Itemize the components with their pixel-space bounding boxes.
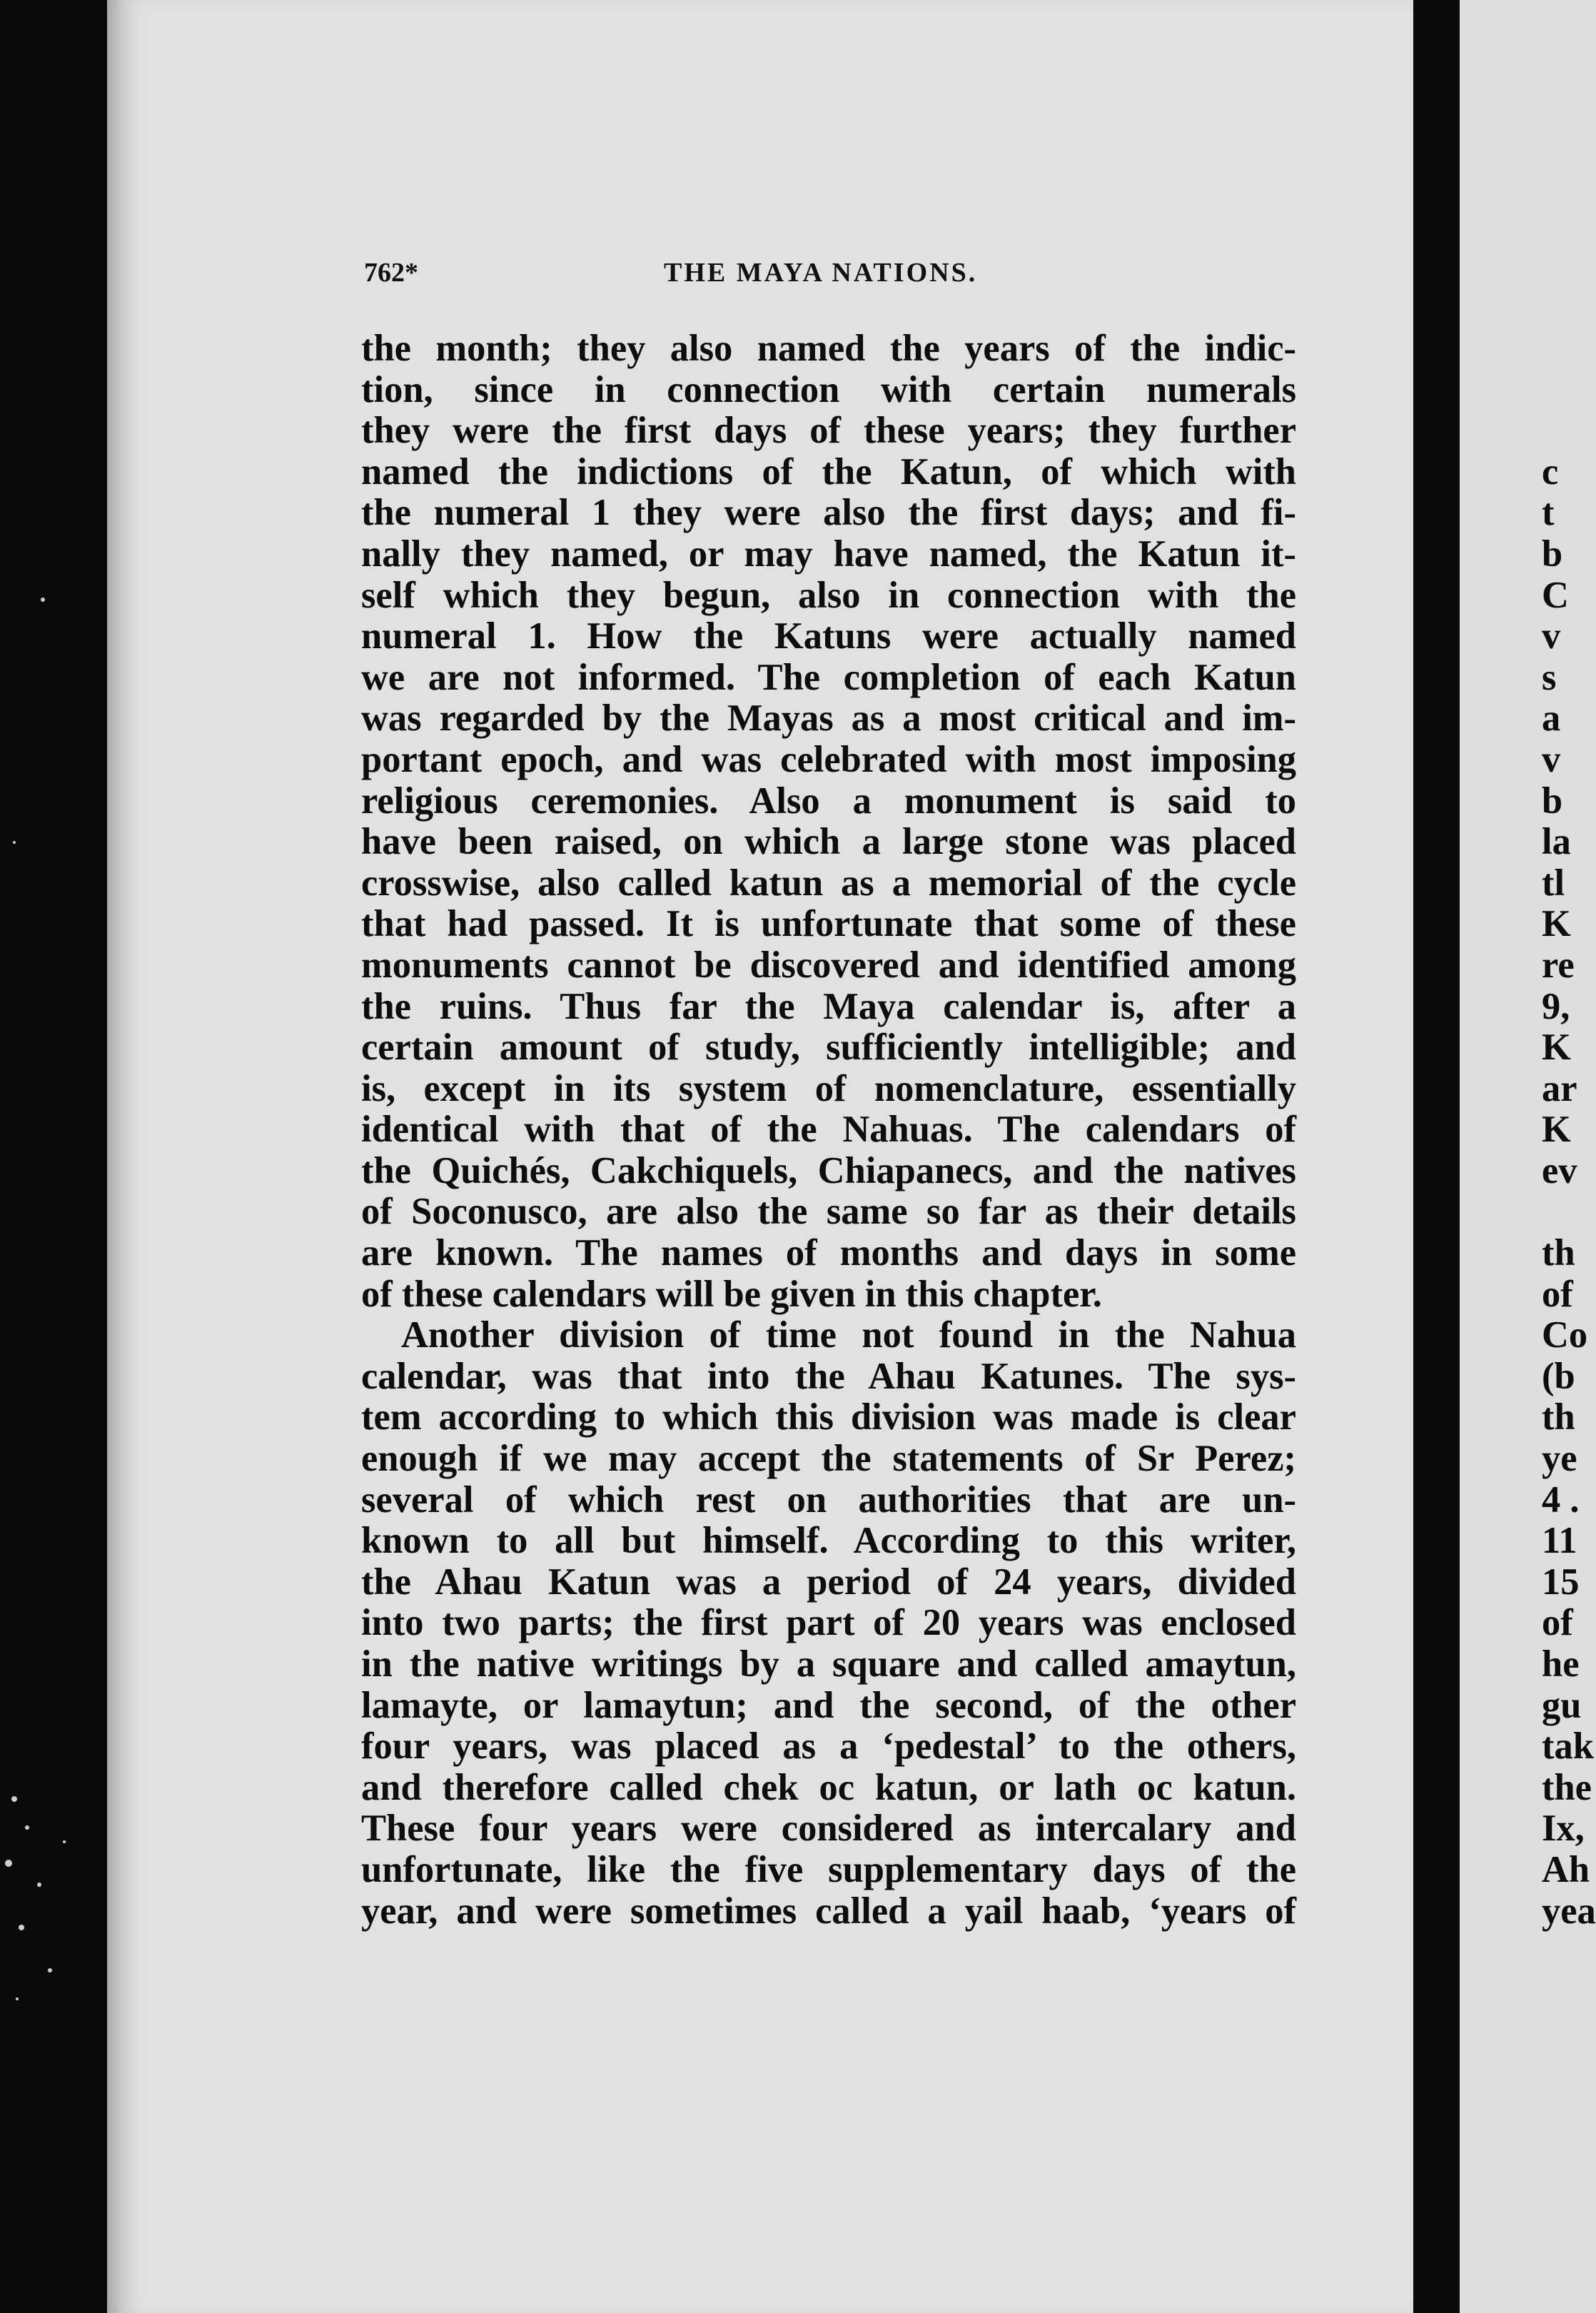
text-line: crosswise, also called katun as a memorial of the cycle bbox=[361, 862, 1296, 904]
text-line: certain amount of study, sufficiently intelligible; and bbox=[361, 1027, 1296, 1069]
text-line: identical with that of the Nahuas. The calendars of bbox=[361, 1109, 1296, 1151]
text-line: self which they begun, also in connection with the bbox=[361, 574, 1296, 616]
fragment: of bbox=[1542, 1602, 1573, 1644]
fragment: b bbox=[1542, 780, 1563, 822]
fragment bbox=[1542, 328, 1596, 370]
body-text bbox=[361, 328, 1296, 1932]
text-line: the numeral 1 they were also the first days; and fi- bbox=[361, 492, 1296, 534]
text-line: have been raised, on which a large stone was placed bbox=[361, 821, 1296, 863]
text-line: year, and were sometimes called a yail haab, ‘years of bbox=[361, 1890, 1296, 1932]
fragment bbox=[1542, 1191, 1596, 1233]
fragment: Ix, bbox=[1542, 1808, 1585, 1850]
fragment: of bbox=[1542, 1273, 1573, 1315]
fragment: (b bbox=[1542, 1355, 1575, 1397]
text-line: and therefore called chek oc katun, or lath oc katun. bbox=[361, 1766, 1296, 1808]
text-line: tion, since in connection with certain numerals bbox=[361, 368, 1296, 410]
text-line: are known. The names of months and days in some bbox=[361, 1232, 1296, 1274]
text-line: we are not informed. The completion of each Katun bbox=[361, 656, 1296, 698]
text-line: into two parts; the first part of 20 years was enclosed bbox=[361, 1602, 1296, 1644]
text-line: they were the first days of these years; they further bbox=[361, 410, 1296, 452]
fragment: v bbox=[1542, 738, 1561, 780]
text-line: portant epoch, and was celebrated with most imposing bbox=[361, 738, 1296, 780]
text-line: of these calendars will be given in this chapter. bbox=[361, 1273, 1102, 1315]
text-line: Another division of time not found in the Nahua bbox=[401, 1314, 1296, 1356]
fragment: yea bbox=[1542, 1890, 1596, 1932]
fragment: c bbox=[1542, 450, 1559, 493]
fragment: s bbox=[1542, 656, 1557, 698]
text-line: nally they named, or may have named, the Katun it- bbox=[361, 533, 1296, 575]
fragment: gu bbox=[1542, 1684, 1582, 1726]
fragment: tl bbox=[1542, 862, 1565, 904]
text-line: that had passed. It is unfortunate that some of these bbox=[361, 903, 1296, 945]
fragment: tak bbox=[1542, 1725, 1594, 1768]
text-line: lamayte, or lamaytun; and the second, of the other bbox=[361, 1684, 1296, 1726]
fragment: ye bbox=[1542, 1438, 1577, 1480]
text-line: the Ahau Katun was a period of 24 years, divided bbox=[361, 1561, 1296, 1603]
text-line: named the indictions of the Katun, of which with bbox=[361, 450, 1296, 493]
text-line: known to all but himself. According to this writer, bbox=[361, 1520, 1296, 1562]
fragment: 9, bbox=[1542, 985, 1570, 1027]
text-line: monuments cannot be discovered and identified among bbox=[361, 944, 1296, 986]
text-line: enough if we may accept the statements of Sr Perez; bbox=[361, 1438, 1296, 1480]
text-line: These four years were considered as intercalary and bbox=[361, 1808, 1296, 1850]
text-line: calendar, was that into the Ahau Katunes. The sys- bbox=[361, 1355, 1296, 1397]
fragment: K bbox=[1542, 1027, 1571, 1069]
fragment: re bbox=[1542, 944, 1575, 986]
text-line: several of which rest on authorities that are un- bbox=[361, 1478, 1296, 1521]
fragment bbox=[1542, 410, 1596, 452]
text-line: the ruins. Thus far the Maya calendar is, after a bbox=[361, 985, 1296, 1027]
text-line: four years, was placed as a ‘pedestal’ to the others, bbox=[361, 1725, 1296, 1768]
fragment: the bbox=[1542, 1766, 1592, 1808]
text-line: the month; they also named the years of the indic- bbox=[361, 328, 1296, 369]
text-line: religious ceremonies. Also a monument is said to bbox=[361, 780, 1296, 822]
fragment: a bbox=[1542, 697, 1561, 740]
text-line: of Soconusco, are also the same so far as their details bbox=[361, 1191, 1296, 1233]
fragment: th bbox=[1542, 1232, 1575, 1274]
text-line: unfortunate, like the five supplementary days of the bbox=[361, 1848, 1296, 1890]
running-title: THE MAYA NATIONS. bbox=[664, 258, 978, 288]
fragment: ev bbox=[1542, 1149, 1577, 1191]
text-line: was regarded by the Mayas as a most critical and im- bbox=[361, 697, 1296, 740]
fragment: C bbox=[1542, 574, 1569, 616]
fragment: th bbox=[1542, 1396, 1575, 1438]
fragment: la bbox=[1542, 821, 1571, 863]
fragment: Ah bbox=[1542, 1848, 1590, 1890]
fragment: 11 bbox=[1542, 1520, 1577, 1562]
fragment: 4 . bbox=[1542, 1478, 1580, 1521]
adjacent-page-text bbox=[1542, 328, 1596, 1932]
fragment: v bbox=[1542, 615, 1561, 657]
fragment: t bbox=[1542, 492, 1555, 534]
text-line: numeral 1. How the Katuns were actually named bbox=[361, 615, 1296, 657]
text-line: is, except in its system of nomenclature, essentially bbox=[361, 1067, 1296, 1109]
page-number: 762* bbox=[364, 258, 418, 288]
fragment: ar bbox=[1542, 1067, 1577, 1109]
fragment: Co bbox=[1542, 1314, 1588, 1356]
page-header bbox=[364, 257, 1299, 293]
fragment: b bbox=[1542, 533, 1563, 575]
text-line: tem according to which this division was made is clear bbox=[361, 1396, 1296, 1438]
fragment: K bbox=[1542, 903, 1571, 945]
fragment bbox=[1542, 370, 1596, 411]
fragment: he bbox=[1542, 1643, 1580, 1685]
text-line: the Quichés, Cakchiquels, Chiapanecs, and the natives bbox=[361, 1149, 1296, 1191]
text-line: in the native writings by a square and called amaytun, bbox=[361, 1643, 1296, 1685]
fragment: 15 bbox=[1542, 1561, 1580, 1603]
fragment: K bbox=[1542, 1109, 1571, 1151]
